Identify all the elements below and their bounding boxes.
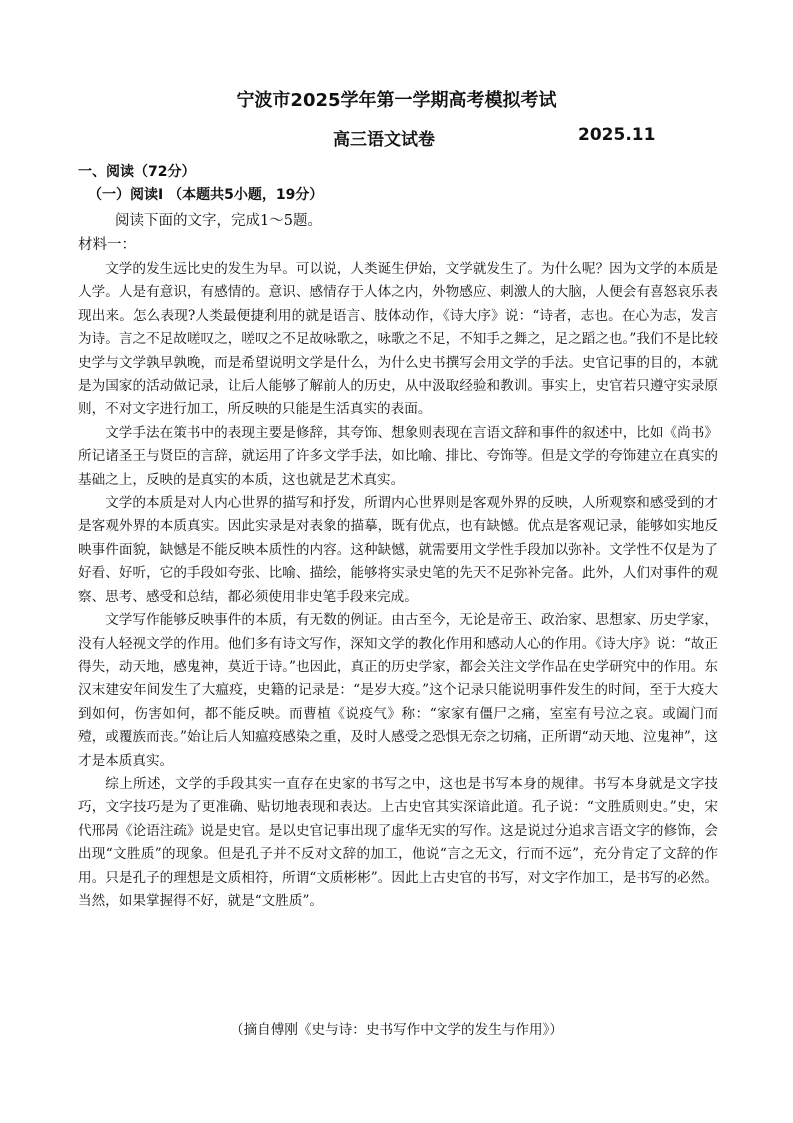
paragraph: 文学手法在策书中的表现主要是修辞，其夸饰、想象则表现在言语文辞和事件的叙述中，比如《尚书》所记诸圣王与贤臣的言辞，就运用了许多文学手法，如比喻、排比、夸饰等。但是文学的夸饰建立在真实的基础之上，反映的是真实的本质，这也就是艺术真实。 (78, 424, 718, 488)
paragraph: 文学的发生远比史的发生为早。可以说，人类诞生伊始，文学就发生了。为什么呢？因为文学的本质是人学。人是有意识，有感情的。意识、感情存于人体之内，外物感应、刺激人的大脑，人便会有喜怒哀乐表现出来。怎么表现?人类最便捷利用的就是语言、肢体动作，《诗大序》说：“诗者，志也。在心为志，发言为诗。言之不足故嗟叹之，嗟叹之不足故咏歌之，咏歌之不足，不知手之舞之，足之蹈之也。”我们不是比较史学与文学孰早孰晚，而是希望说明文学是什么，为什么史书撰写会用文学的手法。史官记事的目的，本就是为国家的活动做记录，让后人能够了解前人的历史，从中汲取经验和教训。事实上，史官若只遵守实录原则，不对文字进行加工，所反映的只能是生活真实的表面。 (78, 261, 718, 418)
instruction-text: 阅读下面的文字，完成1～5题。 (115, 213, 322, 229)
subsection-heading: （一）阅读I （本题共5小题，19分） (88, 187, 324, 203)
exam-subtitle: 高三语文试卷 (333, 130, 435, 150)
reading-passage (78, 258, 718, 913)
source-citation: （摘自傅刚《史与诗：史书写作中文学的发生与作用》） (229, 1022, 564, 1038)
paragraph: 文学的本质是对人内心世界的描写和抒发，所谓内心世界则是客观外界的反映，人所观察和感受到的才是客观外界的本质真实。因此实录是对表象的描摹，既有优点，也有缺憾。优点是客观记录，能够如实地反映事件面貌，缺憾是不能反映本质性的内容。这种缺憾，就需要用文学性手段加以弥补。文学性不仅是为了好看、好听，它的手段如夸张、比喻、描绘，能够将实录史笔的先天不足弥补完备。此外，人们对事件的观察、思考、感受和总结，都必须使用非史笔手段来完成。 (78, 495, 718, 605)
section-heading: 一、阅读（72分） (78, 164, 196, 180)
paragraph: 文学写作能够反映事件的本质，有无数的例证。由古至今，无论是帝王、政治家、思想家、历史学家，没有人轻视文学的作用。他们多有诗文写作，深知文学的教化作用和感动人心的作用。《诗大序》说：“故正得失，动天地，感鬼神，莫近于诗。”也因此，真正的历史学家，都会关注文学作品在史学研究中的作用。东汉末建安年间发生了大瘟疫，史籍的记录是：“是岁大疫。”这个记录只能说明事件发生的时间，至于大疫大到如何，伤害如何，都不能反映。而曹植《说疫气》称：“家家有僵尸之痛，室室有号泣之哀。或阖门而殪，或覆族而丧。”始让后人知瘟疫感染之重，及时人感受之恐惧无奈之切痛，正所谓“动天地、泣鬼神”，这才是本质真实。 (78, 612, 718, 769)
exam-date: 2025.11 (578, 125, 656, 145)
material-label: 材料一： (78, 237, 136, 253)
exam-title: 宁波市2025学年第一学期高考模拟考试 (236, 90, 557, 111)
paragraph: 综上所述，文学的手段其实一直存在史家的书写之中，这也是书写本身的规律。书写本身就是文字技巧，文字技巧是为了更准确、贴切地表现和表达。上古史官其实深谙此道。孔子说：“文胜质则史。”史，宋代邢昺《论语注疏》说是史官。是以史官记事出现了虚华无实的写作。这是说过分追求言语文字的修饰，会出现“文胜质”的现象。但是孔子并不反对文辞的加工，他说“言之无文，行而不远”，充分肯定了文辞的作用。只是孔子的理想是文质相符，所谓“文质彬彬”。因此上古史官的书写，对文字作加工，是书写的必然。当然，如果掌握得不好，就是“文胜质”。 (78, 775, 718, 909)
